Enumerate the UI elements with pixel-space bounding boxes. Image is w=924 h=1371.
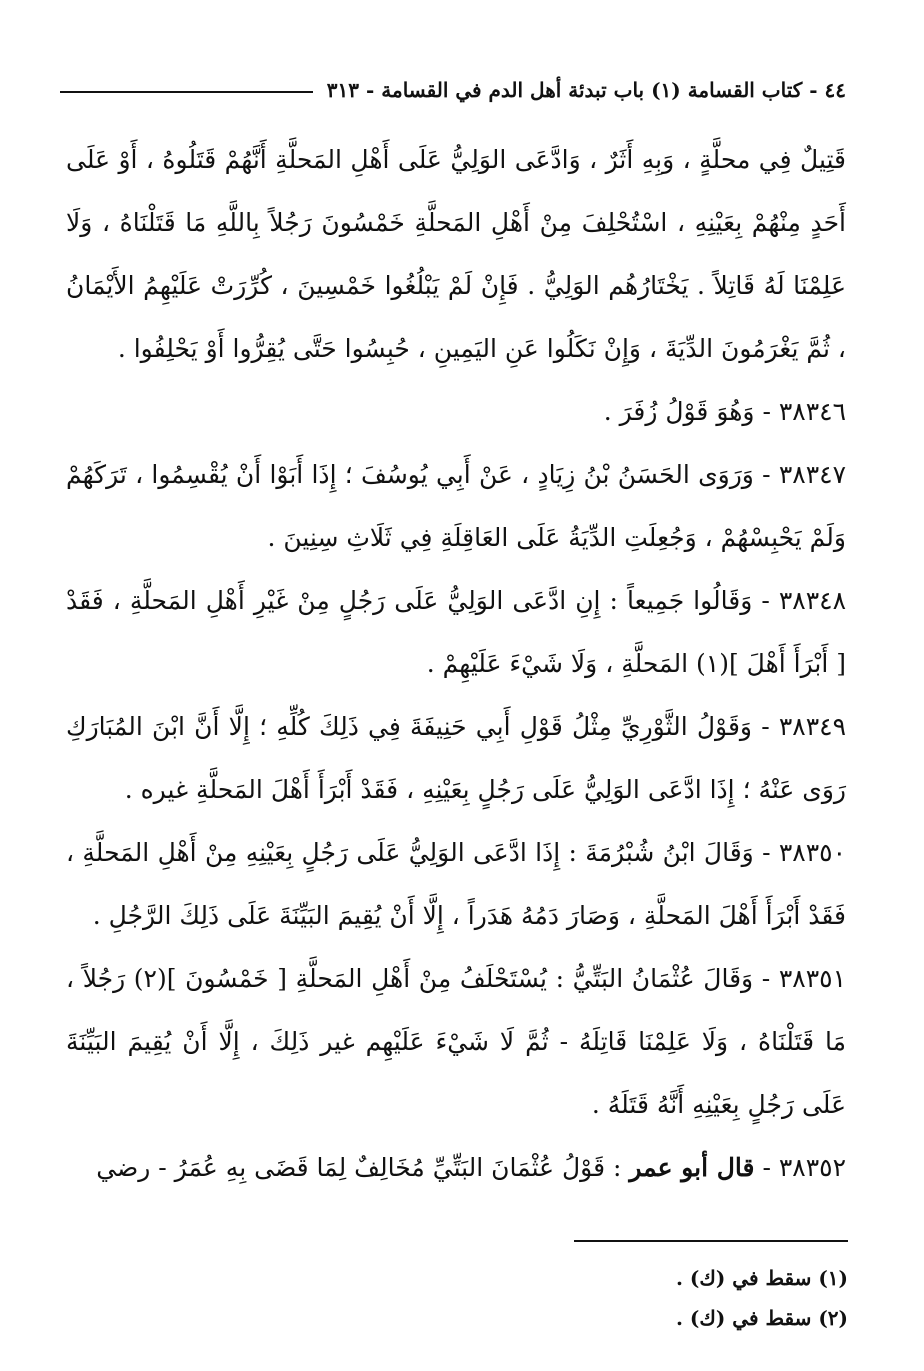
paragraph-38352: ٣٨٣٥٢ - قال أبو عمر : قَوْلُ عُثْمَانَ البَتِّيِّ مُخَالِفٌ لِمَا قَضَى بِهِ عُمَرُ - رضي (96, 1153, 846, 1182)
paragraph-number: ٣٨٣٥٠ (778, 838, 846, 867)
paragraph-38350: ٣٨٣٥٠ - وَقَالَ ابْنُ شُبْرُمَةَ : إِذَا ادَّعَى الوَلِيُّ عَلَى رَجُلٍ بِعَيْنِهِ مِنْ أَهْلِ المَحلَّةِ ، فَقَدْ أَبْرَأَ أَهْلَ المَحلَّةِ ، وَصَارَ دَمُهُ هَدَراً ، إِلَّا أَنْ يُقِيمَ البَيِّنَةَ عَلَى ذَلِكَ الرَّجُلِ . (66, 838, 846, 930)
paragraph-text: وَقَوْلُ الثَّوْرِيِّ مِثْلُ قَوْلِ أَبِي حَنِيفَةَ فِي ذَلِكَ كُلِّهِ ؛ إِلَّا أَنَّ ابْنَ المُبَارَكِ رَوَى عَنْهُ ؛ إِذَا ادَّعَى الوَلِيُّ عَلَى رَجُلٍ بِعَيْنِهِ ، فَقَدْ أَبْرَأَ أَهْلَ المَحلَّةِ غيره . (66, 712, 846, 804)
paragraph-38348: ٣٨٣٤٨ - وَقَالُوا جَمِيعاً : إِنِ ادَّعَى الوَلِيُّ عَلَى رَجُلٍ مِنْ غَيْرِ أَهْلِ المَحلَّةِ ، فَقَدْ [ أَبْرَأَ أَهْلَ ](١) المَحلَّةِ ، وَلَا شَيْءَ عَلَيْهِمْ . (66, 586, 846, 678)
paragraph-number: ٣٨٣٤٦ (778, 397, 846, 426)
footnote-2: (٢) سقط في (ك) . (676, 1306, 848, 1330)
paragraph-text: قَتِيلٌ فِي محلَّةٍ ، وَبِهِ أَثَرٌ ، وَادَّعَى الوَلِيُّ عَلَى أَهْلِ المَحلَّةِ أَنَّهُمْ قَتَلُوهُ ، أَوْ عَلَى أَحَدٍ مِنْهُمْ بِعَيْنِهِ ، اسْتُحْلِفَ مِنْ أَهْلِ المَحلَّةِ خَمْسُونَ رَجُلاً بِاللَّهِ مَا قَتَلْنَاهُ ، وَلَا عَلِمْنَا لَهُ قَاتِلاً . يَخْتَارُهُم الوَلِيُّ . فَإِنْ لَمْ يَبْلُغُوا خَمْسِينَ ، كُرِّرَتْ عَلَيْهِمُ الأَيْمَانُ ، ثُمَّ يَغْرَمُونَ الدِّيَةَ ، وَإِنْ نَكَلُوا عَنِ اليَمِينِ ، حُبِسُوا حَتَّى يُقِرُّوا أَوْ يَحْلِفُوا . (66, 145, 846, 363)
paragraph-38347: ٣٨٣٤٧ - وَرَوَى الحَسَنُ بْنُ زِيَادٍ ، عَنْ أَبِي يُوسُفَ ؛ إِذَا أَبَوْا أَنْ يُقْسِمُوا ، تَرَكَهُمْ وَلَمْ يَحْبِسْهُمْ ، وَجُعِلَتِ الدِّيَةُ عَلَى العَاقِلَةِ فِي ثَلَاثِ سِنِينَ . (66, 460, 846, 552)
paragraph-text: وَرَوَى الحَسَنُ بْنُ زِيَادٍ ، عَنْ أَبِي يُوسُفَ ؛ إِذَا أَبَوْا أَنْ يُقْسِمُوا ، تَرَكَهُمْ وَلَمْ يَحْبِسْهُمْ ، وَجُعِلَتِ الدِّيَةُ عَلَى العَاقِلَةِ فِي ثَلَاثِ سِنِينَ . (66, 460, 846, 552)
header-title: ٤٤ - كتاب القسامة (١) باب تبدئة أهل الدم في القسامة - ٣١٣ (326, 78, 846, 102)
header-rule (60, 91, 313, 93)
paragraph-text: وَقَالَ عُثْمَانُ البَتِّيُّ : يُسْتَحْلَفُ مِنْ أَهْلِ المَحلَّةِ [ خَمْسُونَ ](٢) رَجُلاً ، مَا قَتَلْنَاهُ ، وَلَا عَلِمْنَا قَاتِلَهُ - ثُمَّ لَا شَيْءَ عَلَيْهِم غير ذَلِكَ ، إِلَّا أَنْ يُقِيمَ البَيِّنَةَ عَلَى رَجُلٍ بِعَيْنِهِ أَنَّهُ قَتَلَهُ . (66, 964, 846, 1119)
footnote-rule (574, 1240, 848, 1242)
paragraph-text: وَقَالُوا جَمِيعاً : إِنِ ادَّعَى الوَلِيُّ عَلَى رَجُلٍ مِنْ غَيْرِ أَهْلِ المَحلَّةِ ، فَقَدْ [ أَبْرَأَ أَهْلَ ](١) المَحلَّةِ ، وَلَا شَيْءَ عَلَيْهِمْ . (66, 586, 846, 678)
footnote-1: (١) سقط في (ك) . (676, 1266, 848, 1290)
paragraph-continuation (66, 128, 846, 380)
paragraph-lead: قال أبو عمر (629, 1153, 755, 1182)
paragraph-number: ٣٨٣٤٧ (778, 460, 846, 489)
paragraph-38349: ٣٨٣٤٩ - وَقَوْلُ الثَّوْرِيِّ مِثْلُ قَوْلِ أَبِي حَنِيفَةَ فِي ذَلِكَ كُلِّهِ ؛ إِلَّا أَنَّ ابْنَ المُبَارَكِ رَوَى عَنْهُ ؛ إِذَا ادَّعَى الوَلِيُّ عَلَى رَجُلٍ بِعَيْنِهِ ، فَقَدْ أَبْرَأَ أَهْلَ المَحلَّةِ غيره . (66, 712, 846, 804)
paragraph-number: ٣٨٣٥٢ (778, 1153, 846, 1182)
paragraph-text: وَقَالَ ابْنُ شُبْرُمَةَ : إِذَا ادَّعَى الوَلِيُّ عَلَى رَجُلٍ بِعَيْنِهِ مِنْ أَهْلِ المَحلَّةِ ، فَقَدْ أَبْرَأَ أَهْلَ المَحلَّةِ ، وَصَارَ دَمُهُ هَدَراً ، إِلَّا أَنْ يُقِيمَ البَيِّنَةَ عَلَى ذَلِكَ الرَّجُلِ . (66, 838, 846, 930)
paragraph-38346: ٣٨٣٤٦ - وَهُوَ قَوْلُ زُفَرَ . (603, 397, 846, 426)
paragraph-text: : قَوْلُ عُثْمَانَ البَتِّيِّ مُخَالِفٌ لِمَا قَضَى بِهِ عُمَرُ - رضي (96, 1153, 622, 1182)
paragraph-text: وَهُوَ قَوْلُ زُفَرَ . (603, 397, 755, 426)
main-text (66, 128, 846, 1199)
paragraph-number: ٣٨٣٤٩ (778, 712, 846, 741)
running-header (60, 70, 846, 110)
paragraph-38351: ٣٨٣٥١ - وَقَالَ عُثْمَانُ البَتِّيُّ : يُسْتَحْلَفُ مِنْ أَهْلِ المَحلَّةِ [ خَمْسُونَ ](٢) رَجُلاً ، مَا قَتَلْنَاهُ ، وَلَا عَلِمْنَا قَاتِلَهُ - ثُمَّ لَا شَيْءَ عَلَيْهِم غير ذَلِكَ ، إِلَّا أَنْ يُقِيمَ البَيِّنَةَ عَلَى رَجُلٍ بِعَيْنِهِ أَنَّهُ قَتَلَهُ . (66, 964, 846, 1119)
paragraph-number: ٣٨٣٤٨ (778, 586, 846, 615)
footnotes (400, 1258, 848, 1338)
paragraph-number: ٣٨٣٥١ (778, 964, 846, 993)
